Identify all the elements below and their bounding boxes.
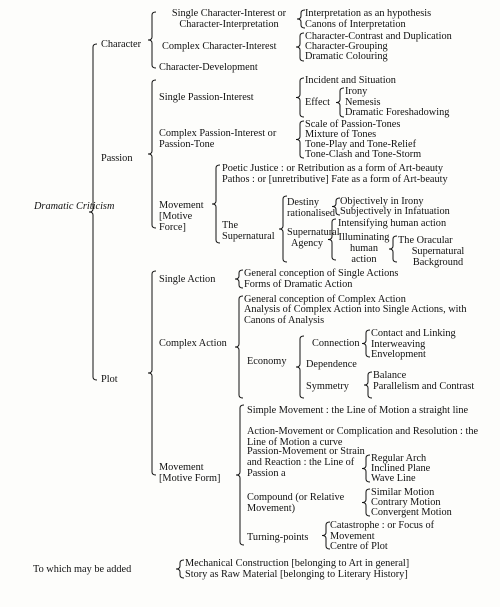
character-complex-item-1: Character-Contrast and Duplication	[305, 31, 452, 42]
passion-illuminating: Illuminating human action	[338, 232, 390, 265]
plot-symmetry-item-1: Balance	[373, 370, 407, 381]
plot-compound-item-1: Similar Motion	[371, 487, 435, 498]
plot-catastrophe: Catastrophe : or Focus of Movement	[330, 520, 435, 542]
character-single-item-1: Interpretation as an hypothesis	[305, 8, 432, 19]
plot-line-item-3: Wave Line	[371, 473, 416, 484]
passion-poetic: Poetic Justice : or Retribution as a form of Art-beauty	[222, 163, 444, 174]
plot-movement: Movement [Motive Form]	[159, 462, 221, 484]
plot-dependence: Dependence	[306, 359, 357, 370]
footer-item-2: Story as Raw Material [belonging to Literary History]	[185, 569, 408, 580]
plot-compound-item-3: Convergent Motion	[371, 507, 452, 518]
plot-simple-movement: Simple Movement : the Line of Motion a straight line	[247, 405, 469, 416]
brace-character-complex	[296, 33, 304, 61]
passion-label: Passion	[101, 153, 133, 164]
passion-intensifying: Intensifying human action	[338, 218, 447, 229]
passion-supernatural-bg: Supernatural Background	[411, 246, 465, 268]
root-label	[34, 201, 115, 212]
passion-complex-item-1: Scale of Passion-Tones	[305, 119, 401, 130]
character-single: Single Character-Interest or Character-Interpretation	[171, 8, 287, 30]
brace-illuminating	[389, 236, 397, 262]
passion-movement: Movement [Motive Force]	[159, 200, 204, 233]
plot-connection-item-3: Envelopment	[371, 349, 426, 360]
passion-effect: Effect	[305, 97, 330, 108]
passion-complex-item-4: Tone-Clash and Tone-Storm	[305, 149, 422, 160]
passion-incident: Incident and Situation	[305, 75, 396, 86]
brace-plot-economy	[296, 336, 304, 398]
plot-line-item-1: Regular Arch	[371, 453, 427, 464]
brace-plot-turning	[322, 522, 330, 549]
plot-complex-a: General conception of Complex Action	[244, 294, 406, 305]
plot-turning: Turning-points	[247, 532, 309, 543]
plot-complex-b: Analysis of Complex Action into Single Actions, with Canons of Analysis	[244, 304, 467, 326]
plot-economy: Economy	[247, 356, 287, 367]
brace-root	[89, 44, 97, 380]
plot-connection-item-1: Contact and Linking	[371, 328, 456, 339]
character-development: Character-Development	[159, 62, 258, 73]
plot-line-item-2: Inclined Plane	[371, 463, 431, 474]
brace-plot-complex	[235, 296, 243, 398]
passion-effect-item-1: Irony	[345, 86, 368, 97]
passion-complex-item-3: Tone-Play and Tone-Relief	[305, 139, 417, 150]
plot-complex: Complex Action	[159, 338, 227, 349]
passion-destiny: Destiny rationalised	[287, 197, 336, 219]
plot-single-item-2: Forms of Dramatic Action	[244, 279, 353, 290]
plot-connection: Connection	[312, 338, 360, 349]
character-complex-item-3: Dramatic Colouring	[305, 51, 388, 62]
passion-complex-item-2: Mixture of Tones	[305, 129, 377, 140]
passion-single: Single Passion-Interest	[159, 92, 254, 103]
root-text: Dramatic Criticism	[34, 201, 115, 212]
passion-destiny-item-1: Objectively in Irony	[340, 196, 424, 207]
passion-effect-item-3: Dramatic Foreshadowing	[345, 107, 450, 118]
passion-agency: Supernatural Agency	[287, 227, 340, 249]
plot-single-item-1: General conception of Single Actions	[244, 268, 399, 279]
plot-symmetry-item-2: Parallelism and Contrast	[373, 381, 475, 392]
plot-symmetry: Symmetry	[306, 381, 349, 392]
brace-footer	[176, 560, 184, 578]
brace-agency	[328, 219, 336, 260]
plot-label: Plot	[101, 374, 118, 385]
plot-compound-item-2: Contrary Motion	[371, 497, 441, 508]
brace-plot-connection	[362, 330, 370, 357]
plot-passion-movement: Passion-Movement or Strain and Reaction : the Line of Passion a	[247, 446, 365, 479]
brace-plot-symmetry	[364, 372, 372, 398]
plot-connection-item-2: Interweaving	[371, 339, 426, 350]
plot-centre: Centre of Plot	[330, 541, 388, 552]
brace-character	[148, 12, 156, 68]
character-complex: Complex Character-Interest	[162, 41, 277, 52]
passion-oracular: The Oracular	[398, 235, 453, 246]
plot-compound: Compound (or Relative Movement)	[247, 492, 345, 514]
passion-supernatural: The Supernatural	[222, 220, 275, 242]
character-complex-item-2: Character-Grouping	[305, 41, 388, 52]
footer-label: To which may be added	[33, 564, 132, 575]
brace-plot	[148, 271, 156, 475]
passion-effect-item-2: Nemesis	[345, 97, 381, 108]
character-label: Character	[101, 39, 142, 50]
plot-action-movement: Action-Movement or Complication and Resolution : the Line of Motion a curve	[247, 426, 479, 448]
brace-passion-effect	[336, 88, 344, 117]
footer-item-1: Mechanical Construction [belonging to Art in general]	[185, 558, 410, 569]
brace-passion-single	[296, 78, 304, 117]
passion-complex: Complex Passion-Interest or Passion-Tone	[159, 128, 277, 150]
passion-destiny-item-2: Subjectively in Infatuation	[340, 206, 450, 217]
character-single-item-2: Canons of Interpretation	[305, 19, 406, 30]
passion-pathos: Pathos : or [unretributive] Fate as a form of Art-beauty	[222, 174, 448, 185]
plot-single: Single Action	[159, 274, 216, 285]
brace-supernatural	[279, 196, 287, 262]
brace-plot-single	[235, 270, 243, 288]
brace-passion	[148, 80, 156, 228]
